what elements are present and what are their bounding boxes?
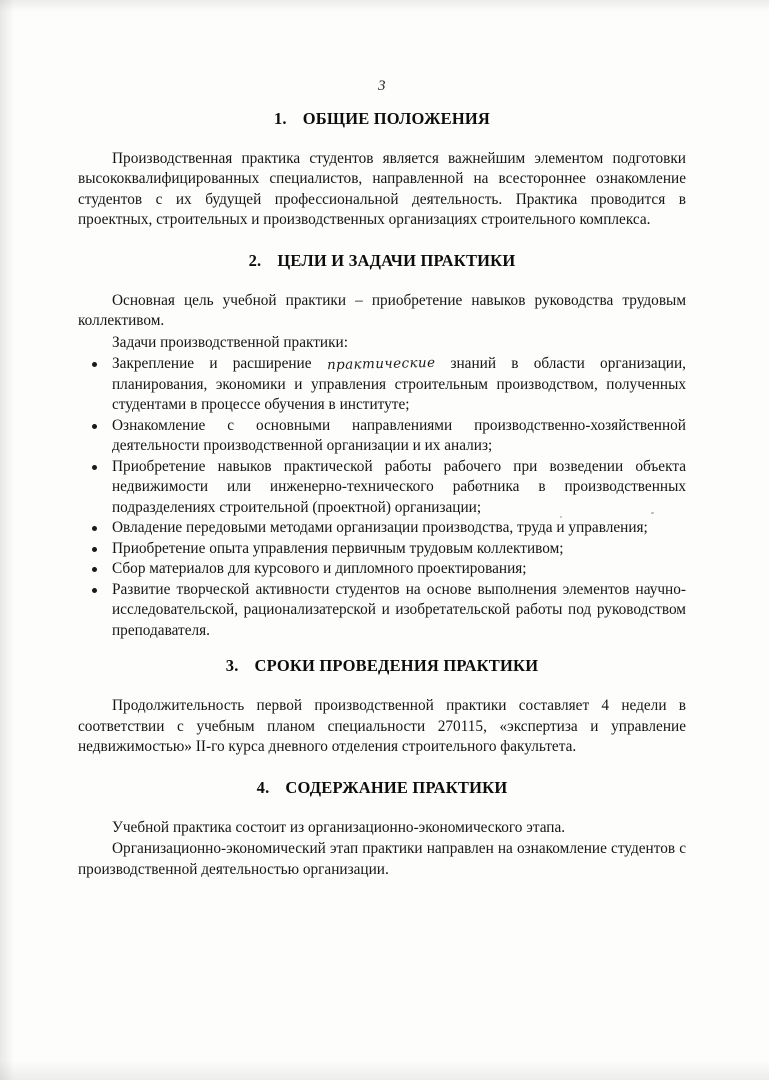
list-item-text-after: знаний в области организации, планирования, экономики и управления строительным производством, полученных студентами в процессе обучения в институте; bbox=[112, 355, 686, 414]
section-number-4: 4. bbox=[256, 777, 270, 797]
list-item: Развитие творческой активности студентов на основе выполнения элементов научно-исследовательской, рационализатерской и изобретательской работы под руководством преподавателя. bbox=[78, 580, 686, 641]
list-item-text-before: Закрепление и расширение bbox=[112, 355, 312, 373]
list-item bbox=[78, 354, 686, 415]
page-edge-shadow-top bbox=[0, 0, 769, 12]
section-heading-4 bbox=[78, 778, 686, 798]
list-item: Приобретение навыков практической работы рабочего при возведении объекта недвижимости или инженерно-технического работника в производственных подразделениях строительной (проектной) организации; bbox=[78, 457, 686, 518]
section-title-1: ОБЩИЕ ПОЛОЖЕНИЯ bbox=[302, 109, 491, 128]
section-3-paragraph-1: Продолжительность первой производственной практики составляет 4 недели в соответствии с учебным планом специальности 270115, «экспертиза и управление недвижимостью» II-го курса дневного отделения строительного факультета. bbox=[78, 697, 686, 756]
tasks-list bbox=[78, 354, 686, 641]
page-edge-shadow-left bbox=[0, 0, 14, 1080]
section-2-paragraph-1: Основная цель учебной практики – приобретение навыков руководства трудовым коллективом. bbox=[78, 291, 686, 330]
section-4-paragraph-1: Учебной практика состоит из организационно-экономического этапа. bbox=[112, 818, 566, 836]
section-2-paragraph-2: Задачи производственной практики: bbox=[112, 333, 348, 351]
section-number-2: 2. bbox=[248, 250, 262, 270]
section-title-4: СОДЕРЖАНИЕ ПРАКТИКИ bbox=[285, 777, 508, 797]
list-item: Сбор материалов для курсового и дипломного проектирования; bbox=[78, 559, 686, 579]
section-heading-2 bbox=[78, 251, 686, 271]
list-item: Приобретение опыта управления первичным трудовым коллективом; bbox=[78, 539, 686, 559]
list-item: Овладение передовыми методами организации производства, труда и управления; bbox=[78, 518, 686, 538]
section-heading-3 bbox=[78, 656, 686, 676]
section-title-2: ЦЕЛИ И ЗАДАЧИ ПРАКТИКИ bbox=[277, 250, 516, 270]
section-number-3: 3. bbox=[225, 656, 239, 676]
section-number-1: 1. bbox=[273, 109, 287, 128]
section-title-3: СРОКИ ПРОВЕДЕНИЯ ПРАКТИКИ bbox=[254, 656, 539, 676]
section-4-paragraph-2: Организационно-экономический этап практики направлен на ознакомление студентов с производственной деятельностью организации. bbox=[78, 840, 686, 878]
list-item: Ознакомление с основными направлениями производственно-хозяйственной деятельности производственной организации и их анализ; bbox=[78, 416, 686, 457]
section-1-paragraph-1: Производственная практика студентов является важнейшим элементом подготовки высококвалифицированных специалистов, направленной на всестороннее ознакомление студентов с их будущей профессиональной деятельность. Практика проводится в проектных, строительных и производственных организациях строительного комплекса. bbox=[78, 150, 686, 229]
handwritten-annotation: пракmические bbox=[326, 355, 436, 374]
section-heading-1 bbox=[78, 109, 686, 129]
page-edge-shadow-bottom bbox=[0, 1060, 769, 1080]
document-body bbox=[78, 78, 686, 881]
page-number: 3 bbox=[378, 78, 386, 94]
